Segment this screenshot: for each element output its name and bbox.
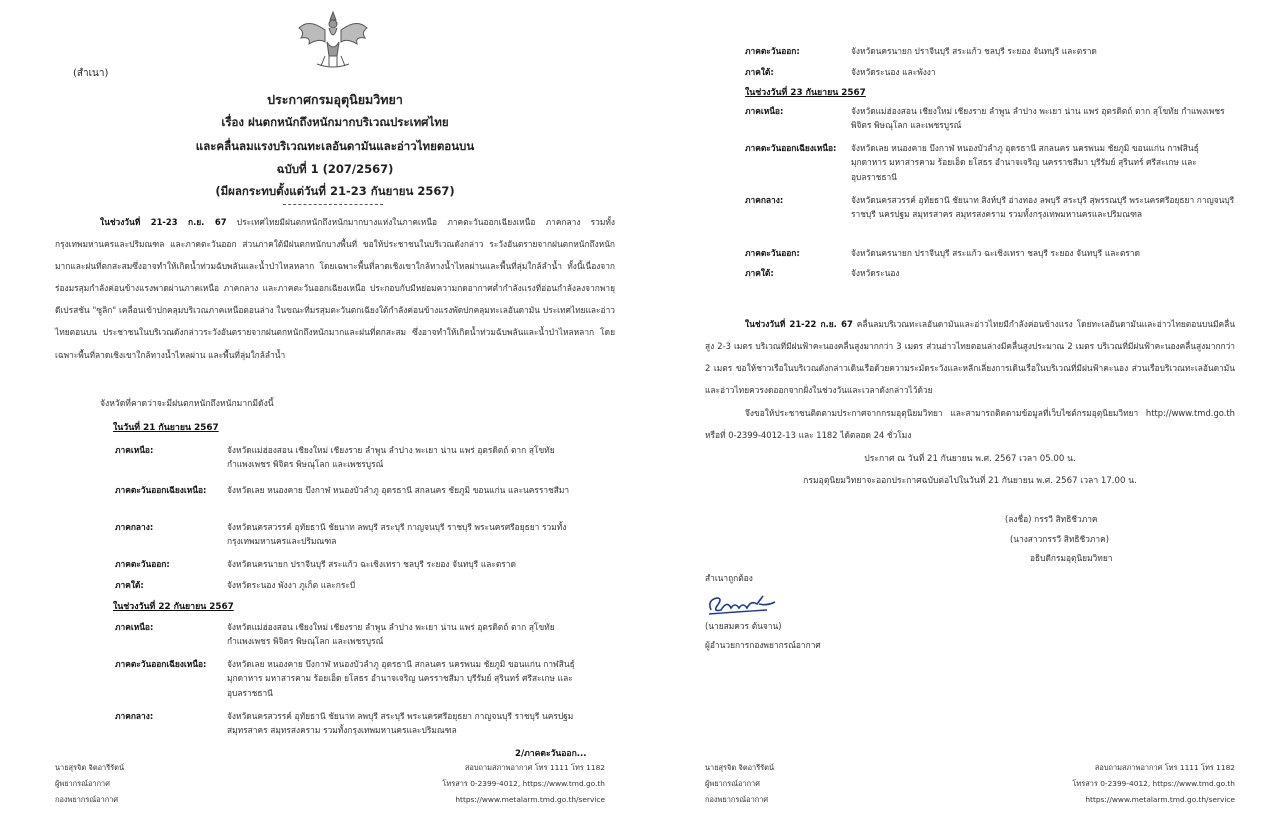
region-row bbox=[745, 65, 1235, 80]
announcement-effect-dates: (มีผลกระทบตั้งแต่วันที่ 21-23 กันยายน 2567) bbox=[215, 184, 455, 198]
region-row bbox=[745, 104, 1235, 134]
announcement-title: ประกาศกรมอุตุนิยมวิทยา bbox=[267, 92, 403, 107]
footer-author-name: นายสุรจิต จิตอารีรัตน์ bbox=[705, 763, 775, 772]
region-row bbox=[745, 44, 1235, 59]
region-row bbox=[115, 557, 595, 572]
region-provinces: จังหวัดเลย หนองคาย บึงกาฬ หนองบัวลำภู อุดรธานี สกลนคร ชัยภูมิ ขอนแก่น และนครราชสีมา bbox=[227, 485, 570, 495]
region-provinces: จังหวัดระนอง พังงา ภูเก็ต และกระบี่ bbox=[227, 580, 356, 590]
certifier-name: (นายสมควร ต้นจาน) bbox=[705, 621, 782, 631]
region-label: ภาคกลาง: bbox=[745, 195, 784, 205]
wave-period: ในช่วงวันที่ 21-22 ก.ย. 67 bbox=[745, 319, 853, 329]
footer-phone: สอบถามสภาพอากาศ โทร 1111 โทร 1182 bbox=[464, 763, 605, 772]
footer-contact bbox=[1072, 760, 1235, 808]
region-label: ภาคตะวันออกเฉียงเหนือ: bbox=[745, 143, 837, 153]
region-row bbox=[745, 246, 1235, 261]
next-announcement: กรมอุตุนิยมวิทยาจะออกประกาศฉบับต่อไปในวันที่ 21 กันยายน พ.ศ. 2567 เวลา 17.00 น. bbox=[803, 476, 1137, 486]
region-row bbox=[115, 657, 595, 702]
region-row bbox=[745, 266, 1235, 281]
region-label: ภาคตะวันออก: bbox=[115, 559, 170, 569]
region-provinces: จังหวัดแม่ฮ่องสอน เชียงใหม่ เชียงราย ลำพูน ลำปาง พะเยา น่าน แพร่ อุตรดิตถ์ ตาก สุโขทัย กำแพงเพชร พิจิตร พิษณุโลก และเพชรบูรณ์ bbox=[851, 106, 1225, 131]
region-label: ภาคกลาง: bbox=[115, 522, 154, 532]
region-row bbox=[745, 193, 1235, 238]
announcement-subject-cont: และคลื่นลมแรงบริเวณทะเลอันดามันและอ่าวไทยตอนบน bbox=[195, 139, 475, 153]
announcement-subject: เรื่อง ฝนตกหนักถึงหนักมากบริเวณประเทศไทย bbox=[221, 115, 449, 129]
region-provinces: จังหวัดระนอง bbox=[851, 268, 900, 278]
region-row bbox=[115, 520, 595, 550]
region-provinces: จังหวัดนครสวรรค์ อุทัยธานี ชัยนาท สิงห์บุรี อ่างทอง ลพบุรี สระบุรี สุพรรณบุรี พระนครศรีอยุธยา กาญจนบุรี ราชบุรี นครปฐม สมุทรสาคร สมุทรสงคราม รวมทั้งกรุงเทพมหานครและปริมณฑล bbox=[851, 195, 1235, 220]
region-label: ภาคกลาง: bbox=[115, 711, 154, 721]
footer-metalarm-link[interactable]: https://www.metalarm.tmd.go.th/service bbox=[455, 795, 605, 804]
footer-author bbox=[55, 760, 124, 808]
region-provinces: จังหวัดนครสวรรค์ อุทัยธานี ชัยนาท ลพบุรี สระบุรี พระนครศรีอยุธยา กาญจนบุรี ราชบุรี นครปฐม สมุทรสาคร สมุทรสงคราม รวมทั้งกรุงเทพมหานครและปริมณฑล bbox=[227, 711, 574, 736]
region-provinces: จังหวัดนครนายก ปราจีนบุรี สระแก้ว ชลบุรี ระยอง จันทบุรี และตราด bbox=[851, 46, 1097, 56]
region-label: ภาคตะวันออกเฉียงเหนือ: bbox=[115, 485, 207, 495]
document-page-1 bbox=[55, 0, 615, 831]
region-label: ภาคเหนือ: bbox=[115, 622, 154, 632]
footer-author-name: นายสุรจิต จิตอารีรัตน์ bbox=[55, 763, 125, 772]
region-label: ภาคเหนือ: bbox=[115, 445, 154, 455]
region-provinces: จังหวัดเลย หนองคาย บึงกาฬ หนองบัวลำภู อุดรธานี สกลนคร นครพนม ชัยภูมิ ขอนแก่น กาฬสินธุ์ มุกดาหาร มหาสารคาม ร้อยเอ็ด ยโสธร อำนาจเจริญ นครราชสีมา บุรีรัมย์ สุรินทร์ ศรีสะเกษ และอุบลราชธานี bbox=[851, 143, 1199, 182]
region-label: ภาคใต้: bbox=[745, 268, 774, 278]
wave-paragraph bbox=[705, 313, 1235, 401]
region-row bbox=[115, 709, 595, 739]
day-heading-21: ในวันที่ 21 กันยายน 2567 bbox=[113, 423, 219, 433]
provinces-lead: จังหวัดที่คาดว่าจะมีฝนตกหนักถึงหนักมากมีดังนี้ bbox=[100, 399, 274, 409]
footer-fax-web: โทรสาร 0-2399-4012, https://www.tmd.go.th bbox=[1072, 779, 1235, 788]
footer-contact bbox=[442, 760, 605, 808]
region-provinces: จังหวัดนครนายก ปราจีนบุรี สระแก้ว ฉะเชิงเทรา ชลบุรี ระยอง จันทบุรี และตราด bbox=[851, 248, 1140, 258]
region-provinces: จังหวัดนครสวรรค์ อุทัยธานี ชัยนาท ลพบุรี สระบุรี กาญจนบุรี ราชบุรี พระนครศรีอยุธยา รวมทั้งกรุงเทพมหานครและปริมณฑล bbox=[227, 522, 567, 547]
follow-paragraph: จึงขอให้ประชาชนติดตามประกาศจากกรมอุตุนิยมวิทยา และสามารถติดตามข้อมูลที่เว็บไซต์กรมอุตุนิยมวิทยา http://www.tmd.go.th หรือที่ 0-2399-4012-13 และ 1182 ได้ตลอด 24 ชั่วโมง bbox=[705, 408, 1235, 441]
intro-body: ประเทศไทยมีฝนตกหนักถึงหนักมากบางแห่งในภาคเหนือ ภาคตะวันออกเฉียงเหนือ ภาคกลาง รวมทั้งกรุงเทพมหานครและปริมณฑล และภาคตะวันออก ส่วนภาคใต้มีฝนตกหนักบางพื้นที่ ขอให้ประชาชนในบริเวณดังกล่าว ระวังอันตรายจากฝนตกหนักถึงหนักมากและฝนที่ตกสะสมซึ่งอาจทำให้เกิดน้ำท่วมฉับพลันและน้ำป่าไหลหลาก โดยเฉพาะพื้นที่ลาดเชิงเขาใกล้ทางน้ำไหลผ่านและพื้นที่ลุ่มใกล้ลำน้ำ ทั้งนี้เนื่องจากร่องมรสุมกำลังค่อนข้างแรงพาดผ่านภาคเหนือ ภาคกลาง และภาคตะวันออกเฉียงเหนือ ประกอบกับมีหย่อมความกดอากาศต่ำกำลังแรงที่อ่อนกำลังลงจากพายุดีเปรสชัน "ซูลิก" เคลื่อนเข้าปกคลุมบริเวณภาคเหนือตอนล่าง ในขณะที่มรสุมตะวันตกเฉียงใต้กำลังค่อนข้างแรงพัดปกคลุมทะเลอันดามัน ประเทศไทยและอ่าวไทยตอนบน ประชาชนในบริเวณดังกล่าวระวังอันตรายจากฝนตกหนักถึงหนักมากและฝนที่ตกสะสม ซึ่งอาจทำให้เกิดน้ำท่วมฉับพลันและน้ำป่าไหลหลาก โดยเฉพาะพื้นที่ลาดเชิงเขาใกล้ทางน้ำไหลผ่าน และพื้นที่ลุ่มใกล้ลำน้ำ bbox=[55, 217, 615, 360]
region-row bbox=[115, 620, 595, 650]
title-divider bbox=[283, 204, 383, 205]
region-label: ภาคใต้: bbox=[115, 580, 144, 590]
signer-title: อธิบดีกรมอุตุนิยมวิทยา bbox=[1030, 553, 1113, 563]
region-provinces: จังหวัดแม่ฮ่องสอน เชียงใหม่ เชียงราย ลำพูน ลำปาง พะเยา น่าน แพร่ อุตรดิตถ์ ตาก สุโขทัย กำแพงเพชร พิจิตร พิษณุโลก และเพชรบูรณ์ bbox=[227, 622, 555, 647]
signer-name: (นางสาวกรรวี สิทธิชีวภาค) bbox=[1010, 534, 1109, 544]
region-label: ภาคเหนือ: bbox=[745, 106, 784, 116]
intro-paragraph bbox=[55, 211, 615, 366]
intro-period: ในช่วงวันที่ 21-23 ก.ย. 67 bbox=[100, 217, 227, 227]
footer-author-dept: กองพยากรณ์อากาศ bbox=[705, 795, 769, 804]
footer-phone: สอบถามสภาพอากาศ โทร 1111 โทร 1182 bbox=[1094, 763, 1235, 772]
garuda-emblem-icon bbox=[295, 8, 371, 70]
document-page-2 bbox=[705, 0, 1245, 831]
region-provinces: จังหวัดระนอง และพังงา bbox=[851, 67, 936, 77]
handwritten-signature-icon bbox=[705, 590, 783, 618]
footer-author-role: ผู้พยากรณ์อากาศ bbox=[55, 779, 110, 788]
footer-author-dept: กองพยากรณ์อากาศ bbox=[55, 795, 119, 804]
announcement-number: ฉบับที่ 1 (207/2567) bbox=[276, 162, 394, 176]
region-provinces: จังหวัดนครนายก ปราจีนบุรี สระแก้ว ฉะเชิงเทรา ชลบุรี ระยอง จันทบุรี และตราด bbox=[227, 559, 516, 569]
footer-author bbox=[705, 760, 774, 808]
region-label: ภาคใต้: bbox=[745, 67, 774, 77]
footer-author-role: ผู้พยากรณ์อากาศ bbox=[705, 779, 760, 788]
day-heading-22: ในช่วงวันที่ 22 กันยายน 2567 bbox=[113, 602, 234, 612]
region-provinces: จังหวัดเลย หนองคาย บึงกาฬ หนองบัวลำภู อุดรธานี สกลนคร นครพนม ชัยภูมิ ขอนแก่น กาฬสินธุ์ มุกดาหาร มหาสารคาม ร้อยเอ็ด ยโสธร อำนาจเจริญ นครราชสีมา บุรีรัมย์ สุรินทร์ ศรีสะเกษ และอุบลราชธานี bbox=[227, 659, 575, 698]
certifier-title: ผู้อำนวยการกองพยากรณ์อากาศ bbox=[705, 640, 821, 650]
region-row bbox=[115, 578, 595, 593]
footer-metalarm-link[interactable]: https://www.metalarm.tmd.go.th/service bbox=[1085, 795, 1235, 804]
announce-date: ประกาศ ณ วันที่ 21 กันยายน พ.ศ. 2567 เวลา 05.00 น. bbox=[864, 454, 1076, 464]
region-label: ภาคตะวันออก: bbox=[745, 248, 800, 258]
region-row bbox=[745, 141, 1235, 186]
signed-line: (ลงชื่อ) กรรวี สิทธิชีวภาค bbox=[1005, 514, 1098, 524]
region-label: ภาคตะวันออก: bbox=[745, 46, 800, 56]
region-provinces: จังหวัดแม่ฮ่องสอน เชียงใหม่ เชียงราย ลำพูน ลำปาง พะเยา น่าน แพร่ อุตรดิตถ์ ตาก สุโขทัย กำแพงเพชร พิจิตร พิษณุโลก และเพชรบูรณ์ bbox=[227, 445, 555, 470]
certified-copy-label: สำเนาถูกต้อง bbox=[705, 573, 753, 583]
region-row bbox=[115, 443, 595, 473]
region-row bbox=[115, 483, 595, 513]
continued-marker: 2/ภาคตะวันออก... bbox=[515, 749, 587, 759]
copy-mark: (สำเนา) bbox=[73, 68, 109, 79]
day-heading-23: ในช่วงวันที่ 23 กันยายน 2567 bbox=[745, 88, 866, 98]
footer-fax-web: โทรสาร 0-2399-4012, https://www.tmd.go.th bbox=[442, 779, 605, 788]
wave-body: คลื่นลมบริเวณทะเลอันดามันและอ่าวไทยมีกำลังค่อนข้างแรง โดยทะเลอันดามันและอ่าวไทยตอนบนมีคลื่นสูง 2-3 เมตร บริเวณที่มีฝนฟ้าคะนองคลื่นสูงมากกว่า 3 เมตร ส่วนอ่าวไทยตอนล่างมีคลื่นสูงประมาณ 2 เมตร บริเวณที่มีฝนฟ้าคะนองคลื่นสูงมากกว่า 2 เมตร ขอให้ชาวเรือในบริเวณดังกล่าวเดินเรือด้วยความระมัดระวังและหลีกเลี่ยงการเดินเรือในบริเวณที่มีฝนฟ้าคะนอง ส่วนเรือบริเวณทะเลอันดามันและอ่าวไทยควรงดออกจากฝั่งในช่วงวันและเวลาดังกล่าวไว้ด้วย bbox=[705, 319, 1235, 396]
region-label: ภาคตะวันออกเฉียงเหนือ: bbox=[115, 659, 207, 669]
